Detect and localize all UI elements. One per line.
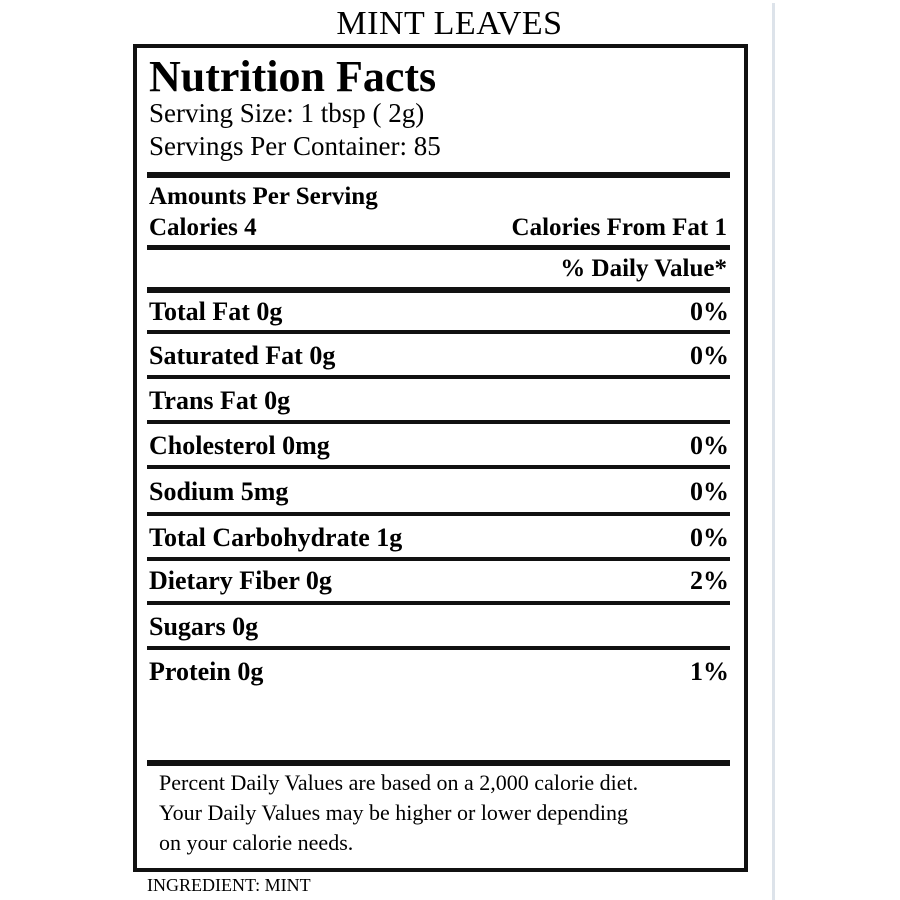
nutrient-name: Dietary Fiber 0g	[149, 566, 332, 595]
nutrient-name: Sugars 0g	[149, 612, 259, 641]
nutrient-daily-value: 0%	[690, 477, 729, 506]
nutrient-row	[149, 386, 729, 416]
nutrient-row	[149, 297, 729, 327]
ingredient-list: INGREDIENT: MINT	[147, 875, 311, 895]
nutrient-name: Total Fat 0g	[149, 297, 283, 326]
footnote-line: Percent Daily Values are based on a 2,000 calorie diet.	[159, 770, 639, 795]
nutrient-name: Cholesterol 0mg	[149, 431, 330, 460]
nutrient-name: Trans Fat 0g	[149, 386, 291, 415]
divider	[147, 465, 730, 469]
footnote-line: Your Daily Values may be higher or lower depending	[159, 800, 629, 825]
daily-value-footnote	[159, 768, 739, 858]
divider	[147, 557, 730, 561]
nutrient-row	[149, 657, 729, 687]
nutrient-daily-value: 0%	[690, 341, 729, 370]
nutrient-name: Protein 0g	[149, 657, 264, 686]
nutrient-daily-value: 2%	[690, 566, 729, 595]
divider	[147, 512, 730, 516]
divider	[147, 245, 730, 250]
nutrient-row	[149, 341, 729, 371]
amounts-per-serving: Amounts Per Serving	[149, 183, 378, 210]
nutrient-name: Total Carbohydrate 1g	[149, 523, 403, 552]
divider	[147, 601, 730, 605]
divider-thick	[147, 760, 730, 766]
nutrient-name: Sodium 5mg	[149, 477, 289, 506]
nutrient-row	[149, 566, 729, 596]
nutrition-facts-heading: Nutrition Facts	[149, 52, 437, 101]
nutrient-daily-value: 0%	[690, 431, 729, 460]
nutrient-name: Saturated Fat 0g	[149, 341, 336, 370]
nutrient-row	[149, 477, 729, 507]
servings-per-container: Servings Per Container: 85	[149, 131, 441, 161]
calories: Calories 4	[149, 214, 257, 241]
serving-size: Serving Size: 1 tbsp ( 2g)	[149, 98, 425, 128]
nutrient-row	[149, 612, 729, 642]
divider	[147, 420, 730, 424]
nutrient-row	[149, 431, 729, 461]
nutrient-daily-value: 0%	[690, 297, 729, 326]
calories-from-fat: Calories From Fat 1	[511, 214, 727, 241]
nutrient-daily-value: 0%	[690, 523, 729, 552]
product-title: MINT LEAVES	[336, 5, 563, 42]
nutrient-daily-value: 1%	[690, 657, 729, 686]
divider	[147, 375, 730, 379]
nutrient-row	[149, 523, 729, 553]
divider	[147, 646, 730, 650]
footnote-line: on your calorie needs.	[159, 830, 354, 855]
divider-thick	[147, 287, 730, 293]
daily-value-header-row	[149, 254, 727, 284]
daily-value-header: % Daily Value*	[560, 255, 727, 282]
divider-thick	[147, 172, 730, 178]
divider	[147, 330, 730, 334]
